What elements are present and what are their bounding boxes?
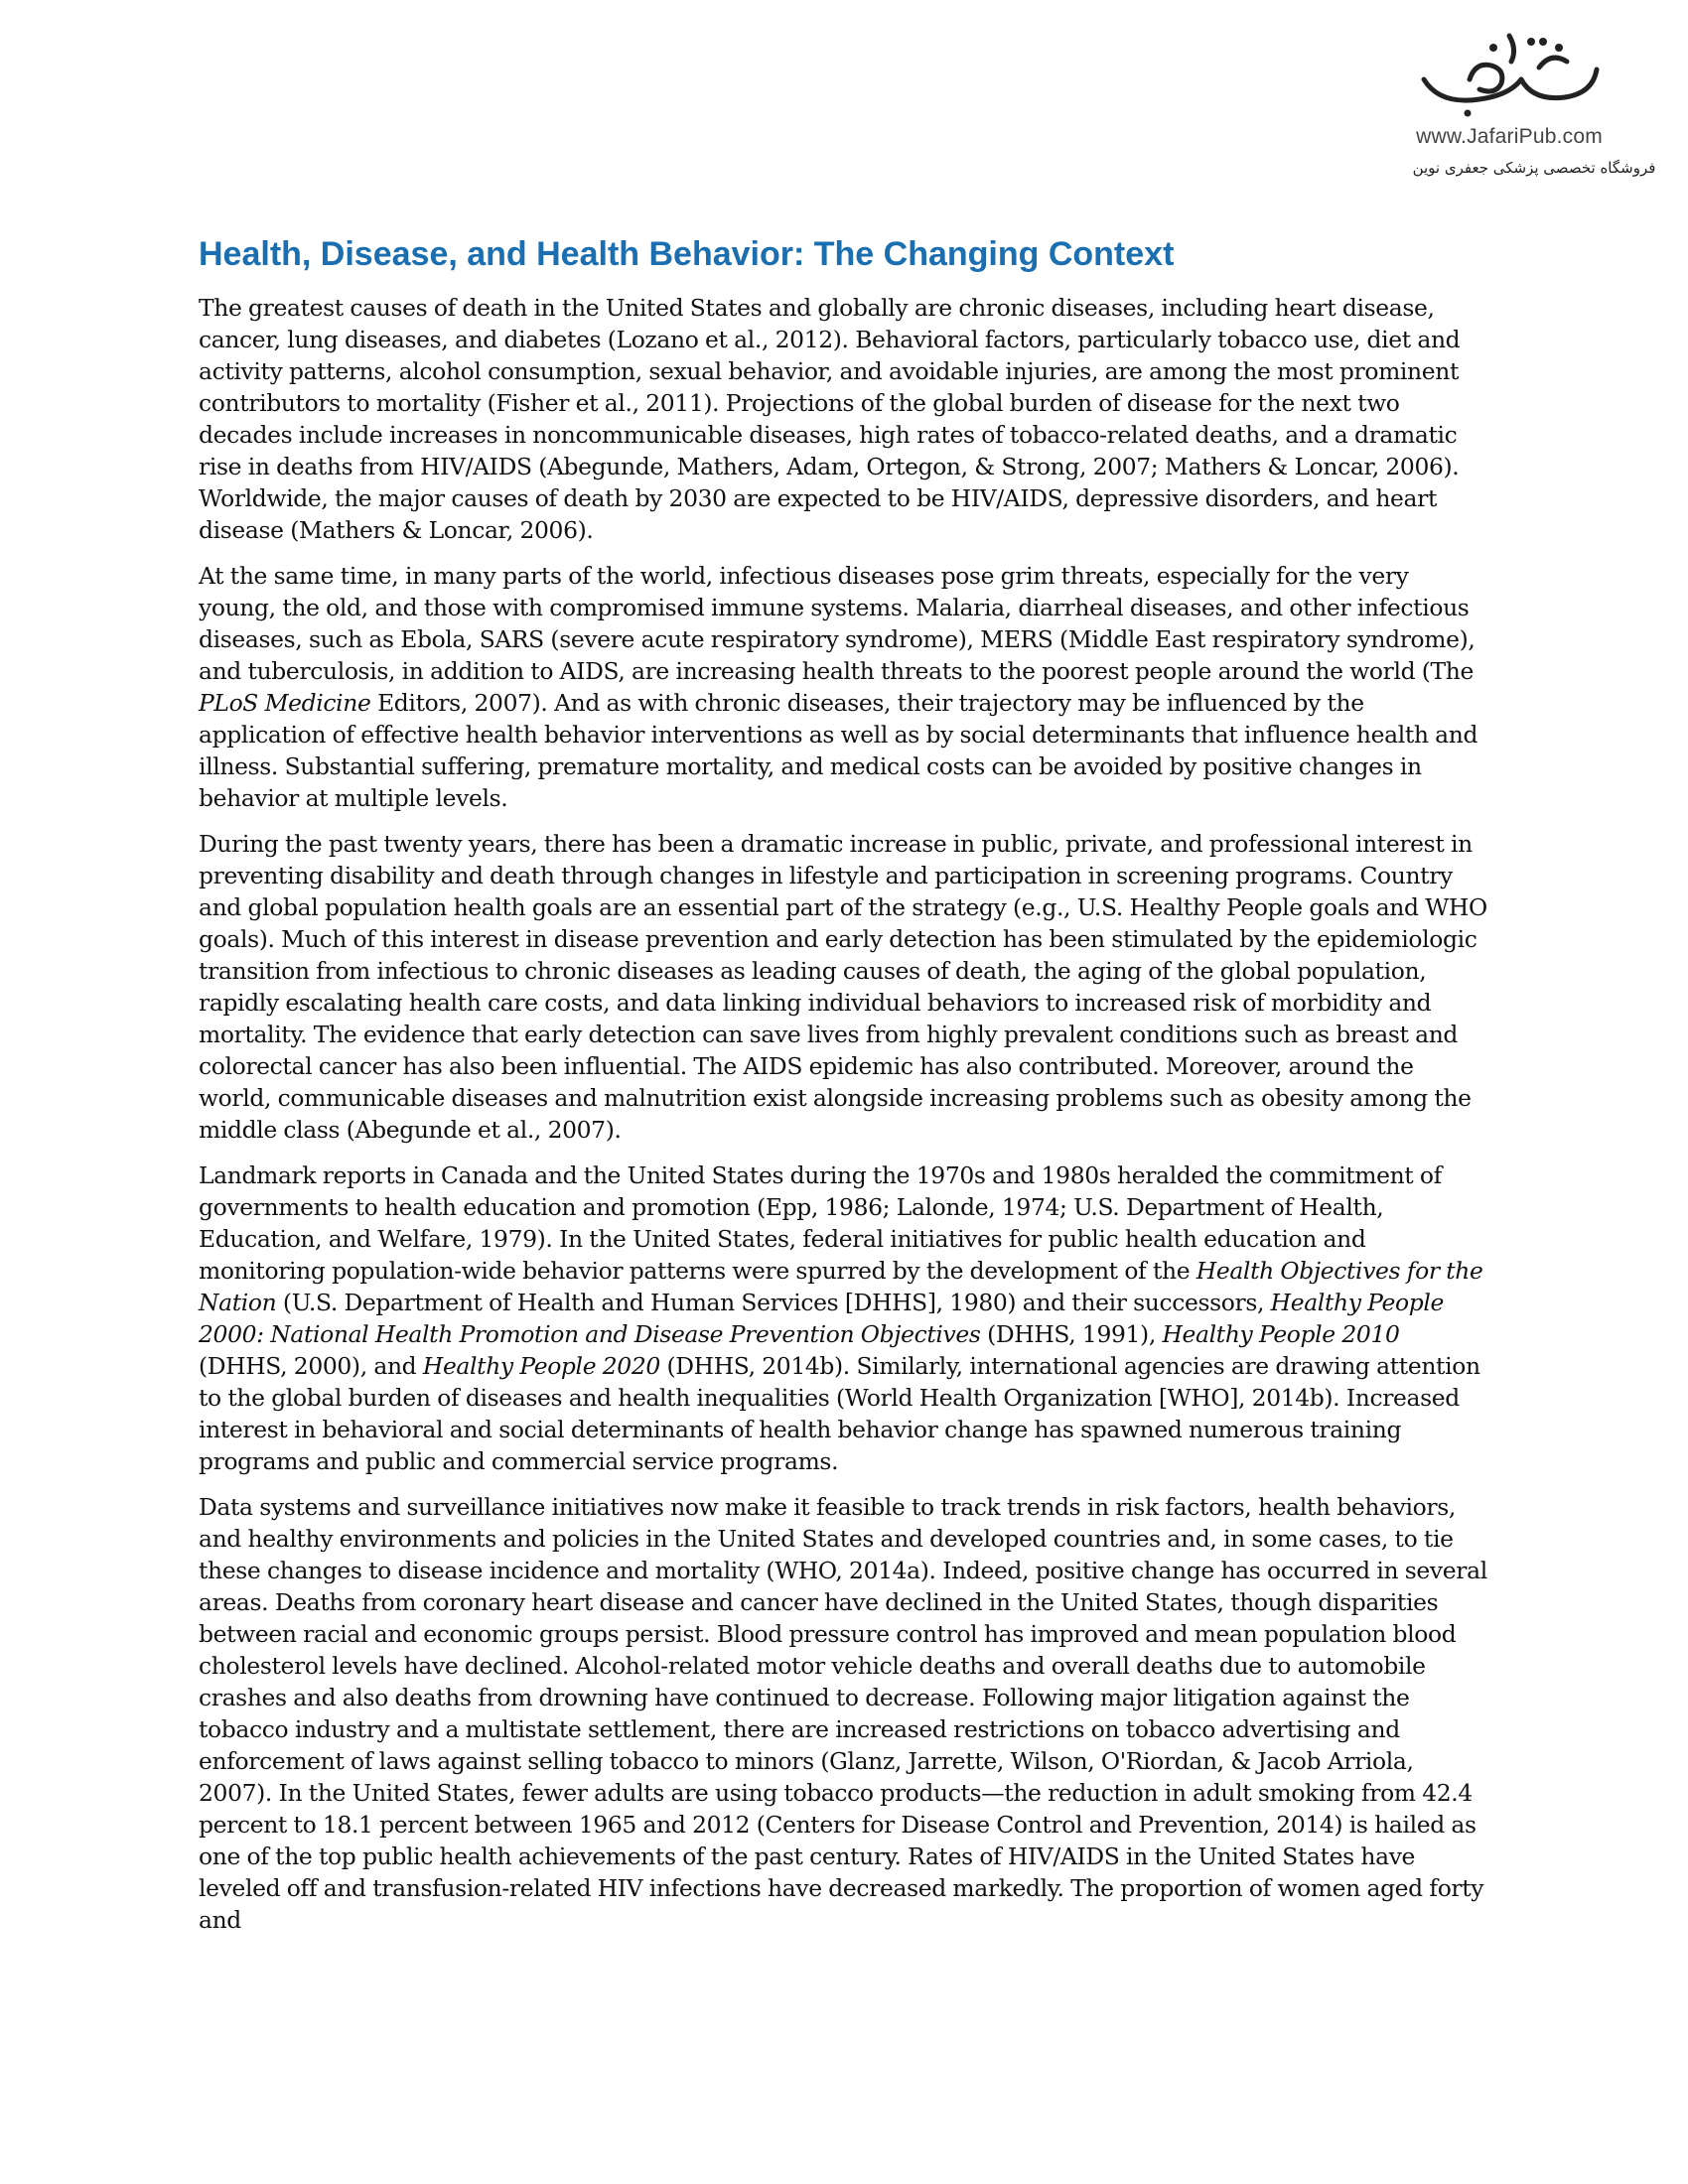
paragraph-text: At the same time, in many parts of the world, infectious diseases pose grim threats, especially for the very young, the old, and those with compromised immune systems. Malaria, diarrheal diseases, and other infectious diseases, such as Ebola, SARS (severe acute respiratory syndrome), MERS (Middle East respiratory syndrome), and tuberculosis, in addition to AIDS, are increasing health threats to the poorest people around the world (The [199, 562, 1476, 685]
italic-text: PLoS Medicine [199, 689, 371, 717]
paragraph-text: Landmark reports in Canada and the United States during the 1970s and 1980s heralded the commitment of governments to health education and promotion (Epp, 1986; Lalonde, 1974; U.S. Department of Health, Education, and Welfare, 1979). In the United States, federal initiatives for public health education and monitoring population-wide behavior patterns were spurred by the development of the [199, 1161, 1442, 1285]
paragraph-text: (DHHS, 2014b). Similarly, international agencies are drawing attention to the global burden of diseases and health inequalities (World Health Organization [WHO], 2014b). Increased interest in behavioral and social determinants of health behavior change has spawned numerous training programs and public and commercial service programs. [199, 1352, 1480, 1475]
body-paragraph [199, 292, 1491, 546]
logo-website-url: www.JafariPub.com [1416, 125, 1603, 148]
paragraph-text: The greatest causes of death in the United States and globally are chronic diseases, including heart disease, cancer, lung diseases, and diabetes (Lozano et al., 2012). Behavioral factors, particularly tobacco use, diet and activity patterns, alcohol consumption, sexual behavior, and avoidable injuries, are among the most prominent contributors to mortality (Fisher et al., 2011). Projections of the global burden of disease for the next two decades include increases in noncommunicable diseases, high rates of tobacco-related deaths, and a dramatic rise in deaths from HIV/AIDS (Abegunde, Mathers, Adam, Ortegon, & Strong, 2007; Mathers & Loncar, 2006). Worldwide, the major causes of death by 2030 are expected to be HIV/AIDS, depressive disorders, and heart disease (Mathers & Loncar, 2006). [199, 294, 1461, 544]
logo-subtitle: فروشگاه تخصصی پزشکی جعفری نوین [1412, 159, 1656, 177]
body-paragraph [199, 1160, 1491, 1477]
body-paragraph [199, 1491, 1491, 1936]
paragraphs-container [199, 292, 1491, 1936]
italic-text: Healthy People 2000: National Health Promotion and Disease Prevention Objectives [199, 1289, 1444, 1348]
paragraph-text: Data systems and surveillance initiatives now make it feasible to track trends in risk factors, health behaviors, and healthy environments and policies in the United States and developed countries and, in some cases, to tie these changes to disease incidence and mortality (WHO, 2014a). Indeed, positive change has occurred in several areas. Deaths from coronary heart disease and cancer have declined in the United States, though disparities between racial and economic groups persist. Blood pressure control has improved and mean population blood cholesterol levels have declined. Alcohol-related motor vehicle deaths and overall deaths due to automobile crashes and also deaths from drowning have continued to decrease. Following major litigation against the tobacco industry and a multistate settlement, there are increased restrictions on tobacco advertising and enforcement of laws against selling tobacco to minors (Glanz, Jarrette, Wilson, O'Riordan, & Jacob Arriola, 2007). In the United States, fewer adults are using tobacco products—the reduction in adult smoking from 42.4 percent to 18.1 percent between 1965 and 2012 (Centers for Disease Control and Prevention, 2014) is hailed as one of the top public health achievements of the past century. Rates of HIV/AIDS in the United States have leveled off and transfusion-related HIV infections have decreased markedly. The proportion of women aged forty and [199, 1493, 1487, 1934]
body-paragraph [199, 828, 1491, 1146]
jafaripub-logo-icon [1410, 22, 1609, 121]
italic-text: Healthy People 2010 [1162, 1320, 1400, 1348]
publisher-logo[interactable] [1360, 22, 1658, 191]
paragraph-text: During the past twenty years, there has been a dramatic increase in public, private, and professional interest in preventing disability and death through changes in lifestyle and participation in screening programs. Country and global population health goals are an essential part of the strategy (e.g., U.S. Healthy People goals and WHO goals). Much of this interest in disease prevention and early detection has been stimulated by the epidemiologic transition from infectious to chronic diseases as leading causes of death, the aging of the global population, rapidly escalating health care costs, and data linking individual behaviors to increased risk of morbidity and mortality. The evidence that early detection can save lives from highly prevalent conditions such as breast and colorectal cancer has also been influential. The AIDS epidemic has also contributed. Moreover, around the world, communicable diseases and malnutrition exist alongside increasing problems such as obesity among the middle class (Abegunde et al., 2007). [199, 830, 1487, 1144]
italic-text: Healthy People 2020 [422, 1352, 660, 1380]
italic-text: Health Objectives for the Nation [199, 1257, 1483, 1316]
paragraph-text: (DHHS, 2000), and [199, 1352, 423, 1380]
paragraph-text: (DHHS, 1991), [980, 1320, 1163, 1348]
paragraph-text: (U.S. Department of Health and Human Services [DHHS], 1980) and their successors, [276, 1289, 1271, 1316]
body-paragraph [199, 560, 1491, 814]
page-title: Health, Disease, and Health Behavior: The Changing Context [199, 235, 1175, 273]
document-body [199, 230, 1491, 1950]
paragraph-text: Editors, 2007). And as with chronic diseases, their trajectory may be influenced by the application of effective health behavior interventions as well as by social determinants that influence health and illness. Substantial suffering, premature mortality, and medical costs can be avoided by positive changes in behavior at multiple levels. [199, 689, 1478, 812]
